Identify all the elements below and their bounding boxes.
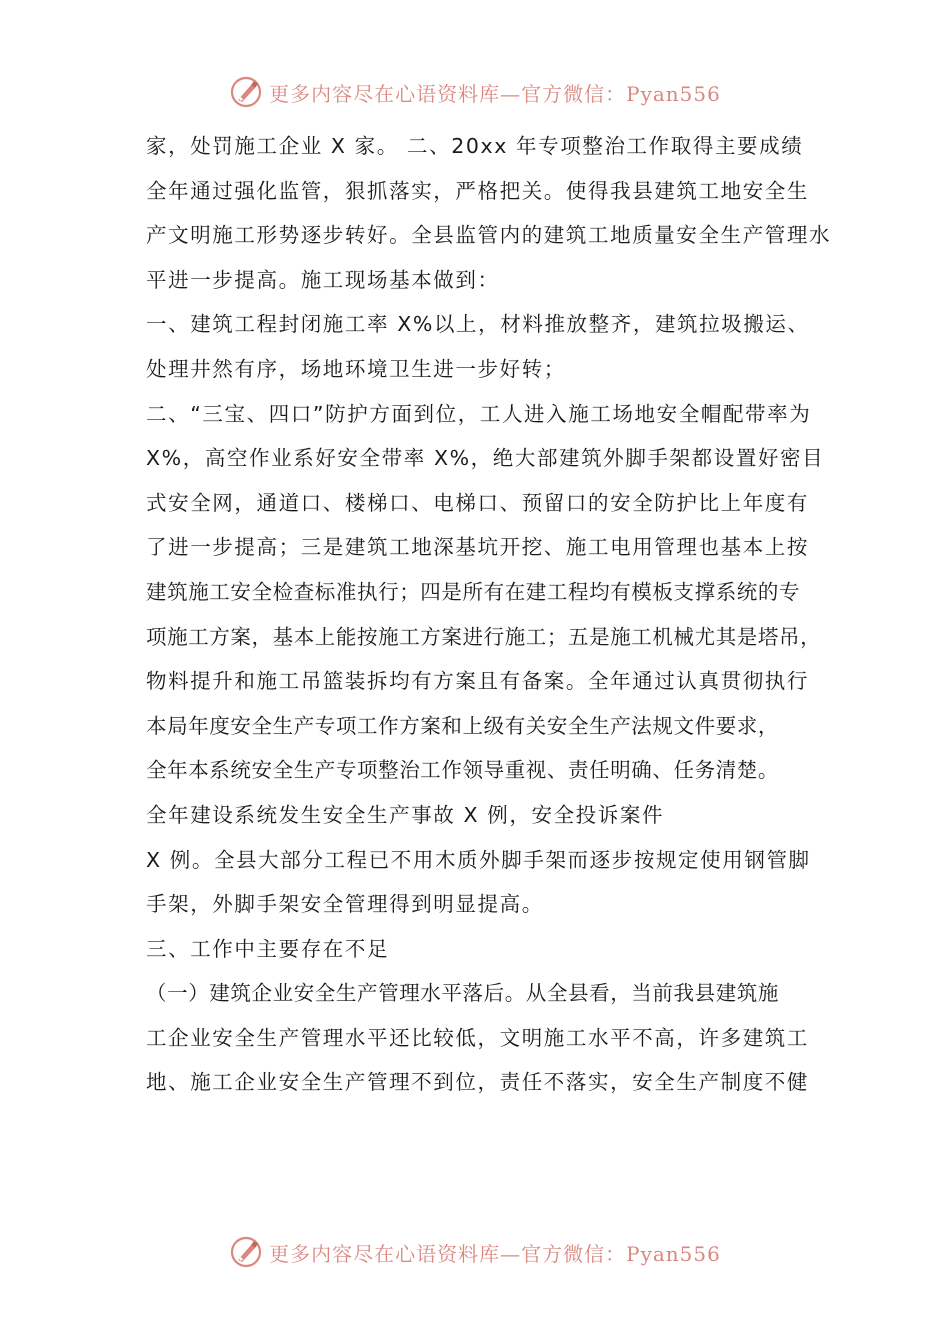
body-line-4: 平进一步提高。施工现场基本做到： <box>146 267 500 292</box>
body-line-16: 全年建设系统发生安全生产事故 X 例，安全投诉案件 <box>146 802 665 827</box>
body-line-15: 全年本系统安全生产专项整治工作领导重视、责任明确、任务清楚。 <box>146 758 779 783</box>
body-line-7: 二、“三宝、四口”防护方面到位，工人进入施工场地安全帽配带率为 <box>146 401 812 426</box>
document-body <box>146 124 832 1105</box>
pen-circle-logo-icon <box>229 1235 263 1269</box>
watermark-text: 更多内容尽在心语资料库—官方微信：Pyan556 <box>269 81 721 106</box>
body-line-20: （一）建筑企业安全生产管理水平落后。从全县看，当前我县建筑施 <box>146 981 779 1006</box>
body-line-21: 工企业安全生产管理水平还比较低，文明施工水平不高，许多建筑工 <box>146 1025 809 1050</box>
body-line-3: 产文明施工形势逐步转好。全县监管内的建筑工地质量安全生产管理水 <box>146 223 832 248</box>
body-line-12: 项施工方案，基本上能按施工方案进行施工；五是施工机械尤其是塔吊， <box>146 624 822 649</box>
body-line-8: X%，高空作业系好安全带率 X%，绝大部建筑外脚手架都设置好密目 <box>146 446 825 471</box>
body-line-14: 本局年度安全生产专项工作方案和上级有关安全生产法规文件要求， <box>146 713 779 738</box>
body-line-5: 一、建筑工程封闭施工率 X%以上，材料推放整齐，建筑拉圾搬运、 <box>146 312 810 337</box>
header-watermark <box>0 72 950 112</box>
section-heading: 三、工作中主要存在不足 <box>146 936 390 961</box>
body-line-10: 了进一步提高；三是建筑工地深基坑开挖、施工电用管理也基本上按 <box>146 535 809 560</box>
pen-circle-logo-icon <box>229 75 263 109</box>
body-line-18: 手架，外脚手架安全管理得到明显提高。 <box>146 892 544 917</box>
body-line-17: X 例。全县大部分工程已不用木质外脚手架而逐步按规定使用钢管脚 <box>146 847 811 872</box>
body-line-11: 建筑施工安全检查标准执行；四是所有在建工程均有模板支撑系统的专 <box>146 579 801 604</box>
footer-watermark <box>0 1232 950 1272</box>
body-line-9: 式安全网，通道口、楼梯口、电梯口、预留口的安全防护比上年度有 <box>146 490 809 515</box>
body-line-2: 全年通过强化监管，狠抓落实，严格把关。使得我县建筑工地安全生 <box>146 178 809 203</box>
body-line-22: 地、施工企业安全生产管理不到位，责任不落实，安全生产制度不健 <box>146 1070 809 1095</box>
body-line-13: 物料提升和施工吊篮装拆均有方案且有备案。全年通过认真贯彻执行 <box>146 669 809 694</box>
watermark-text: 更多内容尽在心语资料库—官方微信：Pyan556 <box>269 1241 721 1266</box>
body-line-6: 处理井然有序，场地环境卫生进一步好转； <box>146 356 566 381</box>
body-line-1: 家，处罚施工企业 X 家。 二、20xx 年专项整治工作取得主要成绩 <box>146 134 804 158</box>
